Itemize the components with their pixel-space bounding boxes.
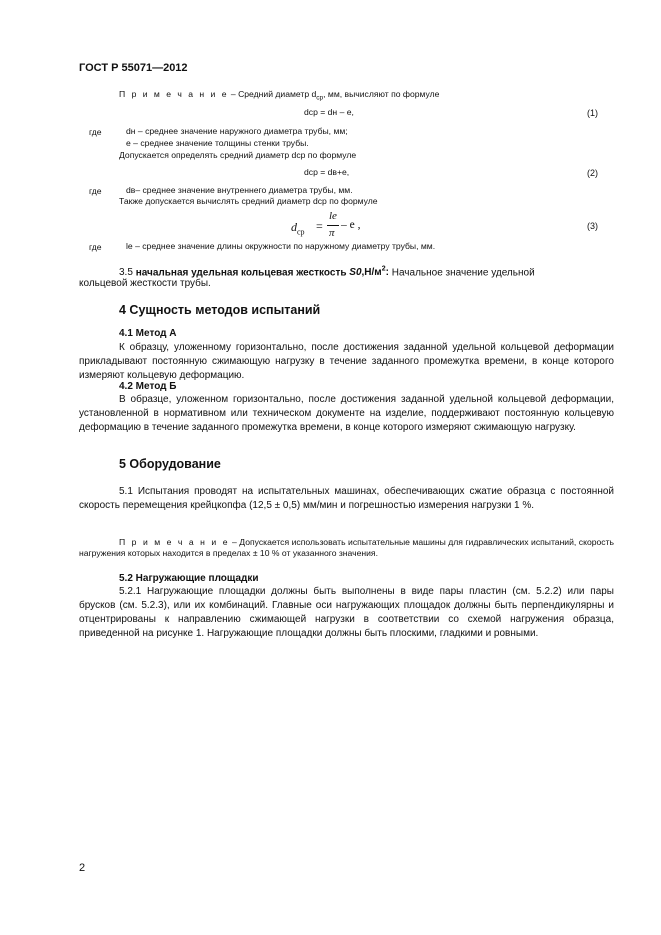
formula-1-number: (1) [587, 108, 598, 118]
formula-2: dср = dв+e, [304, 167, 350, 177]
page-number: 2 [79, 862, 86, 874]
definition-dv: dв– среднее значение внутреннего диаметра трубы, мм. [126, 185, 353, 195]
formula-3-number: (3) [587, 221, 598, 231]
formula-3-rest: – e , [341, 219, 361, 231]
formula-2-number: (2) [587, 168, 598, 178]
note-text: – Средний диаметр d [228, 89, 317, 99]
where-label-3: где [89, 242, 102, 252]
definition-le: le – среднее значение длины окружности по наружному диаметру трубы, мм. [126, 241, 436, 251]
section-5-title: 5 Оборудование [119, 457, 221, 471]
section-5-1-text: 5.1 Испытания проводят на испытательных машинах, обеспечивающих сжатие образца с постоянной скорость перемещения крейцкопфа (12,5 ± 0,5) мм/мин и погрешностью измерения нагрузки 1 %. [79, 486, 614, 511]
note-text-after: , мм, вычисляют по формуле [323, 89, 440, 99]
where-label-2: где [89, 186, 102, 196]
note-average-diameter [119, 89, 439, 104]
definition-dn: dн – среднее значение наружного диаметра трубы, мм; [126, 126, 348, 136]
formula-3-denominator: π [329, 227, 335, 239]
subscript: ср [316, 94, 324, 102]
fraction-bar [327, 225, 339, 226]
definition-3-5-cont: кольцевой жесткости трубы. [79, 278, 211, 289]
section-5-2-title: 5.2 Нагружающие площадки [119, 573, 259, 584]
formula-3 [291, 211, 363, 243]
allow-text-2: Также допускается вычислять средний диаметр dср по формуле [119, 196, 378, 206]
definition-3-5: 3.5 начальная удельная кольцевая жесткость $S0,Н/м^2$: Начальное значение удельной [119, 266, 535, 279]
formula-3-numerator: le [329, 210, 337, 222]
section-4-1-title: 4.1 Метод А [119, 328, 177, 339]
allow-text-1: Допускается определять средний диаметр dср по формуле [119, 150, 357, 160]
formula-3-equals: = [316, 219, 323, 233]
term-ring-stiffness: начальная удельная кольцевая жесткость [135, 267, 347, 279]
definition-e: e – среднее значение толщины стенки трубы. [126, 138, 309, 148]
section-4-1-text: К образцу, уложенному горизонтально, после достижения заданной удельной кольцевой деформации прикладывают постоянную сжимающую нагрузку в течение заданного промежутка времени, в конце которого измеряют кольцевую деформацию. [79, 342, 614, 381]
note-label: П р и м е ч а н и е [119, 89, 229, 99]
where-label: где [89, 127, 102, 137]
document-header: ГОСТ Р 55071—2012 [79, 62, 188, 74]
symbol-s0: S0 [349, 267, 362, 279]
section-4-2-text: В образце, уложенном горизонтально, после достижения заданной удельной кольцевой деформации, установленной в нормативном или техническом документе на изделие, поддерживают постоянную кольцевую деформацию в течение заданного промежутка времени, в конце которого измеряют сжимающую нагрузку. [79, 394, 614, 433]
formula-3-lhs: $d_{ср}$ [291, 220, 305, 237]
section-4-title: 4 Сущность методов испытаний [119, 303, 321, 317]
section-4-2-title: 4.2 Метод Б [119, 381, 177, 392]
section-5-note: П р и м е ч а н и е – Допускается использовать испытательные машины для гидравлических испытаний, скорость нагружения которых находится в пределах ± 10 % от указанного значения. [79, 537, 614, 558]
section-5-2-1-text: 5.2.1 Нагружающие площадки должны быть выполнены в виде пары пластин (см. 5.2.2) или пары брусков (см. 5.2.3), или их комбинаций. Главные оси нагружающих площадок должны быть перпендикулярны и отцентрированы к направлению сжимающей нагрузки в соответствии со схемой нагружения образца, приведенной на рисунке 1. Нагружающие площадки должны быть плоскими, гладкими и ровными. [79, 586, 614, 639]
formula-1: dср = dн – e, [304, 107, 354, 117]
